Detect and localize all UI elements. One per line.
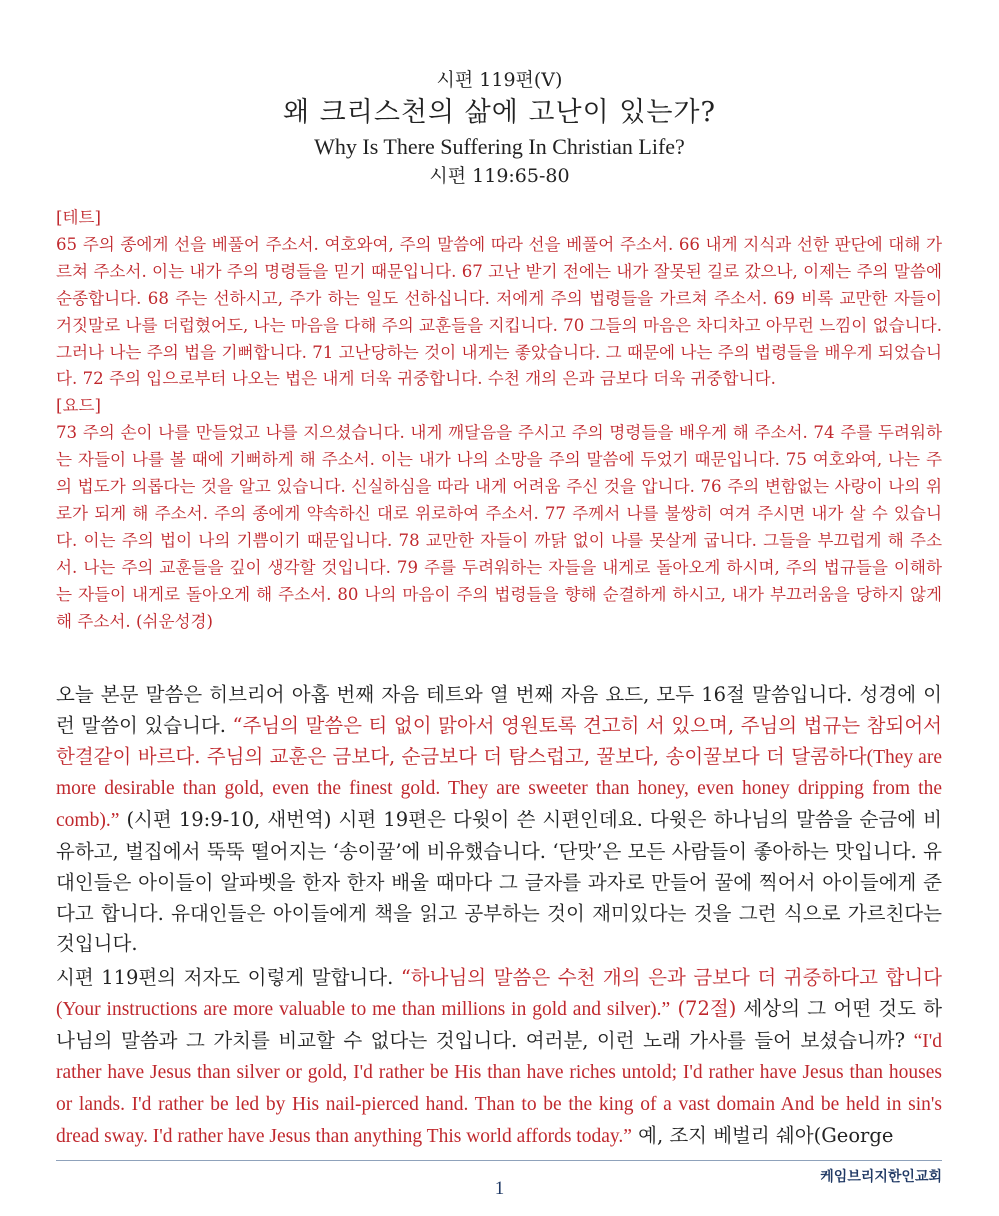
scripture-reference: 시편 119:65-80 — [429, 165, 570, 187]
sermon-title-english: Why Is There Suffering In Christian Life? — [314, 134, 685, 159]
paragraph-1-body: (시편 19:9-10, 새번역) 시편 19편은 다윗이 쓴 시편인데요. 다윗은 하나님의 말씀을 순금에 비유하고, 벌집에서 뚝뚝 떨어지는 ‘송이꿀’에 비유했습니다. ‘단맛’은 모든 사람들이 좋아하는 맛입니다. 유대인들은 아이들이 알파벳을 한자 한자 배울 때마다 그 글자를 과자로 만들어 꿀에 찍어서 아이들에게 준다고 합니다. 유대인들은 아이들에게 책을 읽고 공부하는 것이 재미있다는 것을 그런 식으로 가르친다는 것입니다. — [56, 808, 942, 956]
sermon-title-korean: 왜 크리스천의 삶에 고난이 있는가? — [283, 97, 716, 128]
paragraph-1-intro: 오늘 본문 말씀은 히브리어 아홉 번째 자음 테트와 열 번째 자음 요드, 모두 16절 말씀입니다. 성경에 이런 말씀이 있습니다. — [56, 683, 942, 737]
sermon-paragraph-1 — [56, 680, 942, 960]
psalm119-quote-english: (Your instructions are more valuable to me than millions in gold and silver).” — [56, 998, 671, 1020]
song-lyrics-quote: “I'd rather have Jesus than silver or gold, I'd rather be His than have riches untold; I'd rather have Jesus than houses or lands. I'd rather be led by His nail-pierced hand. Than to be the king of a vast domain And be held in sin's dread sway. I'd rather have Jesus than anything This world affords today.” — [56, 1030, 942, 1147]
sermon-header — [0, 0, 999, 190]
verse-ref-open: (72 — [670, 996, 710, 1020]
sermon-paragraph-2 — [56, 963, 942, 1153]
yodh-heading: [요드] — [56, 396, 102, 416]
paragraph-2-intro: 시편 119편의 저자도 이렇게 말합니다. — [56, 966, 401, 989]
teth-verses: 65 주의 종에게 선을 베풀어 주소서. 여호와여, 주의 말씀에 따라 선을 베풀어 주소서. 66 내게 지식과 선한 판단에 대해 가르쳐 주소서. 이는 내가 주의 명령들을 믿기 때문입니다. 67 고난 받기 전에는 내가 잘못된 길로 갔으나, 이제는 주의 말씀에 순종합니다. 68 주는 선하시고, 주가 하는 일도 선하십니다. 저에게 주의 법령들을 가르쳐 주소서. 69 비록 교만한 자들이 거짓말로 나를 더럽혔어도, 나는 마음을 다해 주의 교훈들을 지킵니다. 70 그들의 마음은 차디차고 아무런 느낌이 없습니다. 그러나 나는 주의 법을 기뻐합니다. 71 고난당하는 것이 내게는 좋았습니다. 그 때문에 나는 주의 법령들을 배우게 되었습니다. 72 주의 입으로부터 나오는 법은 내게 더욱 귀중합니다. 수천 개의 은과 금보다 더욱 귀중합니다. — [56, 234, 942, 389]
psalm-label: 시편 119편(V) — [436, 69, 563, 91]
psalm19-quote-english: (They are more desirable than gold, even the finest gold. They are sweeter than honey, even honey dripping from the comb).” — [56, 746, 942, 832]
teth-heading: [테트] — [56, 208, 102, 227]
church-name: 케임브리지한인교회 — [820, 1169, 942, 1185]
paragraph-2-ending: 예, 조지 베벌리 쉐아(George — [631, 1123, 894, 1147]
page-number: 1 — [494, 1178, 505, 1199]
yodh-verses: 73 주의 손이 나를 만들었고 나를 지으셨습니다. 내게 깨달음을 주시고 주의 명령들을 배우게 해 주소서. 74 주를 두려워하는 자들이 나를 볼 때에 기뻐하게 해 주소서. 이는 내가 나의 소망을 주의 말씀에 두었기 때문입니다. 75 여호와여, 나는 주의 법도가 의롭다는 것을 알고 있습니다. 신실하심을 따라 내게 어려움 주신 것을 압니다. 76 주의 변함없는 사랑이 나의 위로가 되게 해 주소서. 주의 종에게 약속하신 대로 위로하여 주소서. 77 주께서 나를 불쌍히 여겨 주시면 내가 살 수 있습니다. 이는 주의 법이 나의 기쁨이기 때문입니다. 78 교만한 자들이 까닭 없이 나를 못살게 굽니다. 그들을 부끄럽게 해 주소서. 나는 주의 교훈들을 깊이 생각할 것입니다. 79 주를 두려워하는 자들을 내게로 돌아오게 하시며, 주의 법규들을 이해하는 자들이 내게로 돌아오게 해 주소서. 80 나의 마음이 주의 법령들을 향해 순결하게 하시고, 내가 부끄러움을 당하지 않게 해 주소서. (쉬운성경) — [56, 423, 942, 631]
paragraph-2-middle: 세상의 그 어떤 것도 하나님의 말씀과 그 가치를 비교할 수 없다는 것입니다. 여러분, 이런 노래 가사를 들어 보셨습니까? — [56, 996, 942, 1052]
scripture-passage — [56, 205, 942, 636]
psalm19-quote-korean: “주님의 말씀은 티 없이 맑아서 영원토록 견고히 서 있으며, 주님의 법규는 참되어서 한결같이 바르다. 주님의 교훈은 금보다, 순금보다 더 탐스럽고, 꿀보다, 송이꿀보다 더 달콤하다 — [56, 713, 942, 768]
psalm119-quote-korean: “하나님의 말씀은 수천 개의 은과 금보다 더 귀중하다고 합니다 — [400, 966, 942, 989]
footer-divider — [56, 1160, 942, 1161]
verse-ref-close: 절) — [709, 996, 737, 1020]
